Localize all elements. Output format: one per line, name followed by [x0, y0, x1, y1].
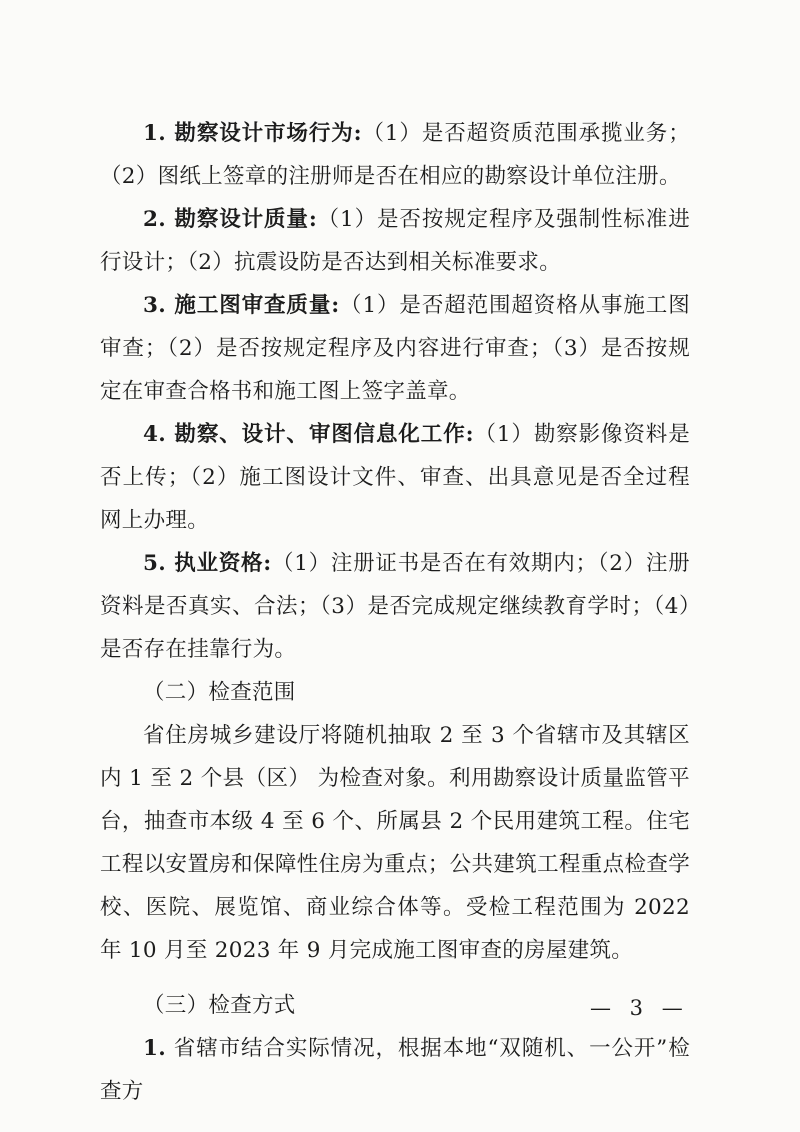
item-text: （1）是否按规定程序及强制性标准进行设计；（2）抗震设防是否达到相关标准要求。: [100, 207, 691, 275]
item-title: 5. 执业资格:: [143, 551, 272, 576]
item-text: （1）是否超范围超资格从事施工图审查；（2）是否按规定程序及内容进行审查；（3）是否按规定在审查合格书和施工图上签字盖章。: [100, 293, 690, 404]
section-scope-text: 省住房城乡建设厅将随机抽取 2 至 3 个省辖市及其辖区内 1 至 2 个县（区） 为检查对象。利用勘察设计质量监管平台，抽查市本级 4 至 6 个、所属县 2 个民用建筑工程。住宅工程以安置房和保障性住房为重点；公共建筑工程重点检查学校、医院、展览馆、商业综合体等。受检工程范围为 2022 年 10 月至 2023 年 9 月完成施工图审查的房屋建筑。: [100, 723, 690, 963]
item-text: （1）勘察影像资料是否上传；（2）施工图设计文件、审查、出具意见是否全过程网上办理。: [100, 422, 691, 533]
document-body: [100, 112, 690, 1113]
item-text: （1）是否超资质范围承揽业务；（2）图纸上签章的注册师是否在相应的勘察设计单位注册。: [100, 121, 691, 189]
item-text: 省辖市结合实际情况，根据本地“双随机、一公开”检查方: [100, 1036, 690, 1104]
page-number: — 3 —: [590, 996, 689, 1020]
item-informatization: [100, 413, 690, 542]
item-title: 3. 施工图审查质量:: [143, 293, 340, 318]
item-design-quality: [100, 198, 690, 284]
item-market-behavior: [100, 112, 690, 198]
section-heading-method: （三）检查方式: [143, 993, 296, 1018]
item-qualification: [100, 542, 690, 671]
item-title: 1.: [143, 1036, 167, 1061]
item-title: 1. 勘察设计市场行为:: [143, 121, 362, 146]
section-heading-scope: （二）检查范围: [143, 680, 296, 705]
item-text: （1）注册证书是否在有效期内；（2）注册资料是否真实、合法；（3）是否完成规定继续教育学时；（4）是否存在挂靠行为。: [100, 551, 690, 662]
item-review-quality: [100, 284, 690, 413]
method-item-1: [100, 1027, 690, 1113]
item-title: 4. 勘察、设计、审图信息化工作:: [143, 422, 474, 447]
item-title: 2. 勘察设计质量:: [143, 207, 318, 232]
